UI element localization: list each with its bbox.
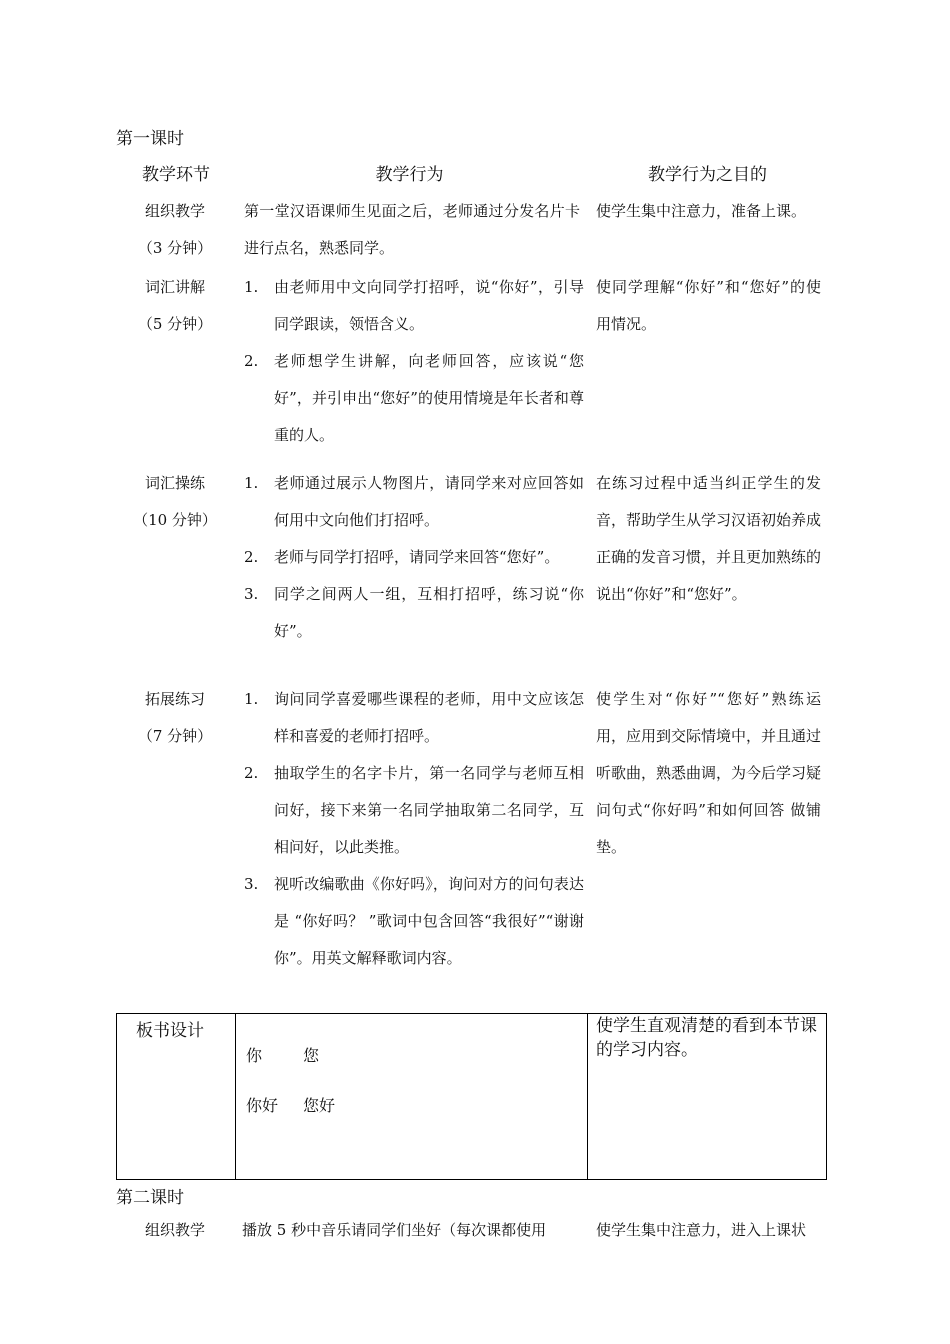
- table-border-left: [116, 1013, 117, 1180]
- header-purpose: 教学行为之目的: [648, 165, 767, 185]
- board-word-nihao: 你好: [246, 1096, 279, 1115]
- behavior-list: [244, 465, 584, 650]
- stage-name: 词汇操练: [144, 474, 205, 492]
- purpose-text: 在练习过程中适当纠正学生的发音，帮助学生从学习汉语初始养成正确的发音习惯，并且更加熟练的说出“你好”和“您好”。: [596, 474, 822, 603]
- list-text: 同学之间两人一组，互相打招呼，练习说“你好”。: [274, 585, 584, 640]
- table-divider-2: [587, 1013, 588, 1180]
- table-divider-1: [235, 1013, 236, 1180]
- list-number: 2.: [244, 548, 259, 566]
- purpose-text: 使学生集中注意力，准备上课。: [596, 202, 807, 220]
- list-text: 老师与同学打招呼，请同学来回答“您好”。: [274, 548, 560, 566]
- list-item: [244, 681, 584, 755]
- list-number: 3.: [244, 875, 259, 893]
- header-stage: 教学环节: [142, 165, 210, 185]
- stage-duration: （10 分钟）: [133, 511, 217, 529]
- purpose-text: 使学生集中注意力，进入上课状: [596, 1221, 807, 1239]
- list-number: 1.: [244, 474, 259, 492]
- list-text: 询问同学喜爱哪些课程的老师，用中文应该怎样和喜爱的老师打招呼。: [274, 690, 584, 745]
- stage-duration: （5 分钟）: [137, 315, 213, 333]
- stage-duration: （7 分钟）: [137, 727, 213, 745]
- board-purpose: 使学生直观清楚的看到本节课的学习内容。: [596, 1016, 817, 1060]
- list-number: 1.: [244, 690, 259, 708]
- list-number: 2.: [244, 352, 259, 370]
- purpose-text: 使同学理解“你好”和“您好”的使用情况。: [596, 278, 821, 333]
- list-item: [244, 539, 584, 576]
- purpose-text: 使学生对“你好”“您好”熟练运用，应用到交际情境中，并且通过听歌曲，熟悉曲调，为今后学习疑问句式“你好吗”和如何回答 做铺垫。: [596, 690, 822, 856]
- board-stage: 板书设计: [136, 1021, 204, 1041]
- behavior-text: 播放 5 秒中音乐请同学们坐好（每次课都使用: [242, 1221, 547, 1239]
- session-title-1: 第一课时: [116, 129, 184, 149]
- behavior-list: [244, 681, 584, 977]
- stage-cell: [120, 193, 230, 267]
- board-char-ni: 你: [246, 1046, 263, 1065]
- list-item: [244, 269, 584, 343]
- board-char-nin: 您: [303, 1046, 320, 1065]
- stage-duration: （3 分钟）: [137, 239, 213, 257]
- board-word-ninhao: 您好: [303, 1096, 336, 1115]
- list-item: [244, 576, 584, 650]
- list-text: 老师想学生讲解，向老师回答，应该说“您好”，并引申出“您好”的使用情境是年长者和尊重的人。: [274, 352, 584, 444]
- stage-cell: [120, 681, 230, 755]
- session-title-2: 第二课时: [116, 1188, 184, 1208]
- list-item: [244, 866, 584, 977]
- header-behavior: 教学行为: [375, 165, 444, 185]
- list-text: 抽取学生的名字卡片，第一名同学与老师互相问好，接下来第一名同学抽取第二名同学，互相问好，以此类推。: [274, 764, 584, 856]
- list-number: 1.: [244, 278, 259, 296]
- stage-name: 词汇讲解: [144, 278, 205, 296]
- list-item: [244, 343, 584, 454]
- list-text: 视听改编歌曲《你好吗》，询问对方的问句表达是 “你好吗？ ”歌词中包含回答“我很好”“谢谢你”。用英文解释歌词内容。: [274, 875, 584, 967]
- stage-name: 拓展练习: [144, 690, 205, 708]
- behavior-text: 第一堂汉语课师生见面之后，老师通过分发名片卡进行点名，熟悉同学。: [244, 202, 580, 257]
- list-text: 由老师用中文向同学打招呼，说“你好”，引导同学跟读，领悟含义。: [274, 278, 584, 333]
- stage-name: 组织教学: [144, 1221, 205, 1239]
- stage-cell: [120, 465, 230, 539]
- table-border-bottom: [116, 1179, 827, 1180]
- list-text: 老师通过展示人物图片，请同学来对应回答如何用中文向他们打招呼。: [274, 474, 584, 529]
- list-item: [244, 465, 584, 539]
- table-border-right: [826, 1013, 827, 1180]
- list-number: 2.: [244, 764, 259, 782]
- list-number: 3.: [244, 585, 259, 603]
- stage-name: 组织教学: [144, 202, 205, 220]
- behavior-list: [244, 269, 584, 454]
- stage-cell: [120, 269, 230, 343]
- list-item: [244, 755, 584, 866]
